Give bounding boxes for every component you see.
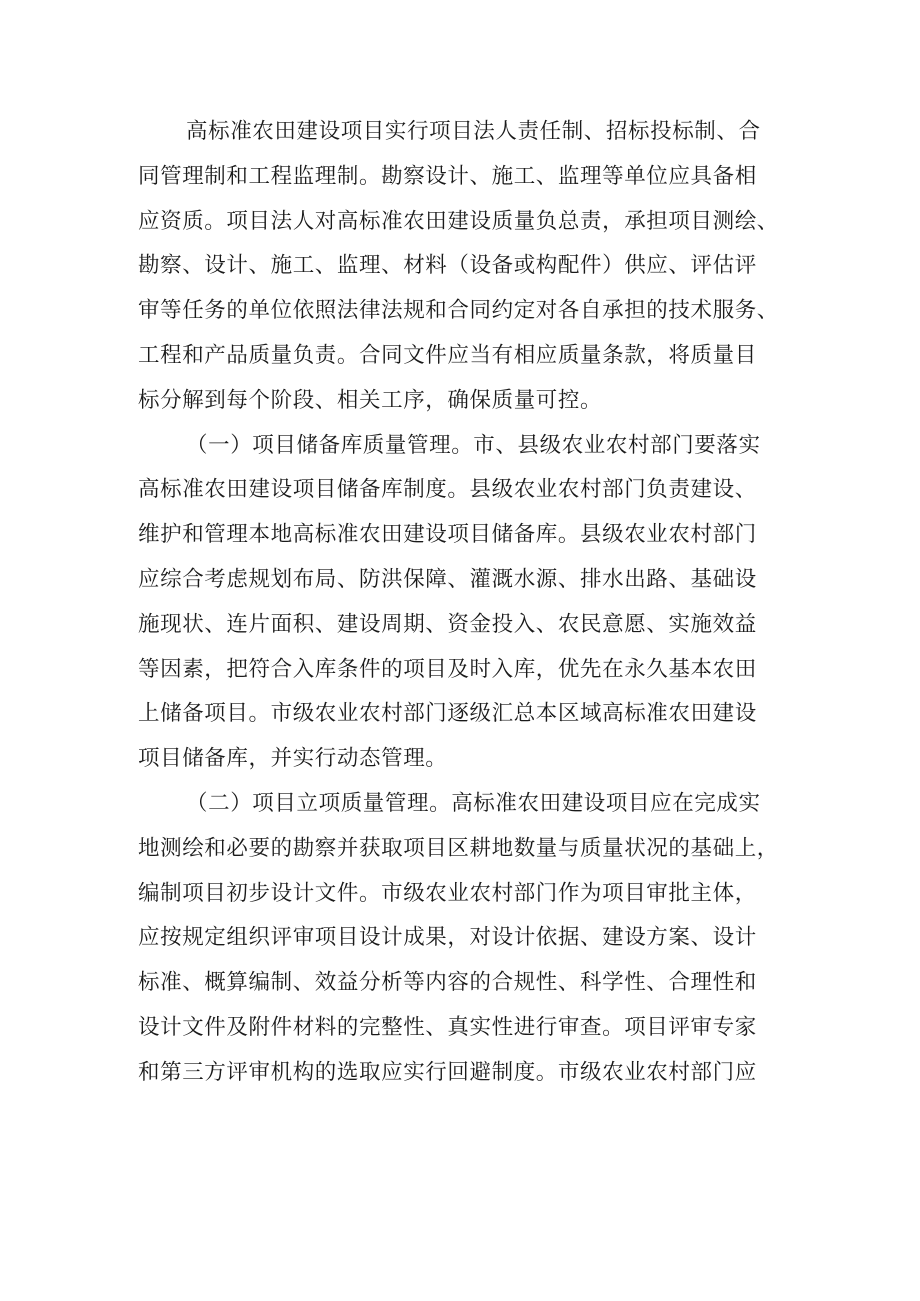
text-line: 工程和产品质量负责。合同文件应当有相应质量条款，将质量目 xyxy=(138,342,757,368)
text-line: 审等任务的单位依照法律法规和合同约定对各自承担的技术服务、 xyxy=(138,298,779,324)
text-line: 勘察、设计、施工、监理、材料（设备或构配件）供应、评估评 xyxy=(138,253,757,279)
text-line: 高标准农田建设项目实行项目法人责任制、招标投标制、合 xyxy=(186,119,761,144)
text-line: 编制项目初步设计文件。市级农业农村部门作为项目审批主体， xyxy=(138,880,757,906)
text-line: （二）项目立项质量管理。高标准农田建设项目应在完成实 xyxy=(186,790,761,816)
paragraph-2 xyxy=(138,424,793,782)
text-line: 高标准农田建设项目储备库制度。县级农业农村部门负责建设、 xyxy=(138,477,757,503)
text-line: 和第三方评审机构的选取应实行回避制度。市级农业农村部门应 xyxy=(138,1059,757,1085)
text-line: 施现状、连片面积、建设周期、资金投入、农民意愿、实施效益 xyxy=(138,611,757,637)
text-line: 标分解到每个阶段、相关工序，确保质量可控。 xyxy=(138,387,603,413)
text-line: 应资质。项目法人对高标准农田建设质量负总责，承担项目测绘、 xyxy=(138,208,779,234)
text-line: （一）项目储备库质量管理。市、县级农业农村部门要落实 xyxy=(186,432,761,458)
text-line: 等因素，把符合入库条件的项目及时入库，优先在永久基本农田 xyxy=(138,656,757,682)
text-line: 标准、概算编制、效益分析等内容的合规性、科学性、合理性和 xyxy=(138,970,757,996)
text-line: 设计文件及附件材料的完整性、真实性进行审查。项目评审专家 xyxy=(138,1014,757,1040)
text-line: 项目储备库，并实行动态管理。 xyxy=(138,746,448,772)
text-line: 应按规定组织评审项目设计成果，对设计依据、建设方案、设计 xyxy=(138,925,757,951)
paragraph-1 xyxy=(138,110,793,424)
text-line: 应综合考虑规划布局、防洪保障、灌溉水源、排水出路、基础设 xyxy=(138,566,757,592)
text-line: 同管理制和工程监理制。勘察设计、施工、监理等单位应具备相 xyxy=(138,163,757,189)
text-line: 地测绘和必要的勘察并获取项目区耕地数量与质量状况的基础上， xyxy=(138,835,779,861)
text-line: 上储备项目。市级农业农村部门逐级汇总本区域高标准农田建设 xyxy=(138,701,757,727)
document-body xyxy=(138,110,793,1096)
paragraph-3 xyxy=(138,782,793,1096)
text-line: 维护和管理本地高标准农田建设项目储备库。县级农业农村部门 xyxy=(138,522,757,548)
